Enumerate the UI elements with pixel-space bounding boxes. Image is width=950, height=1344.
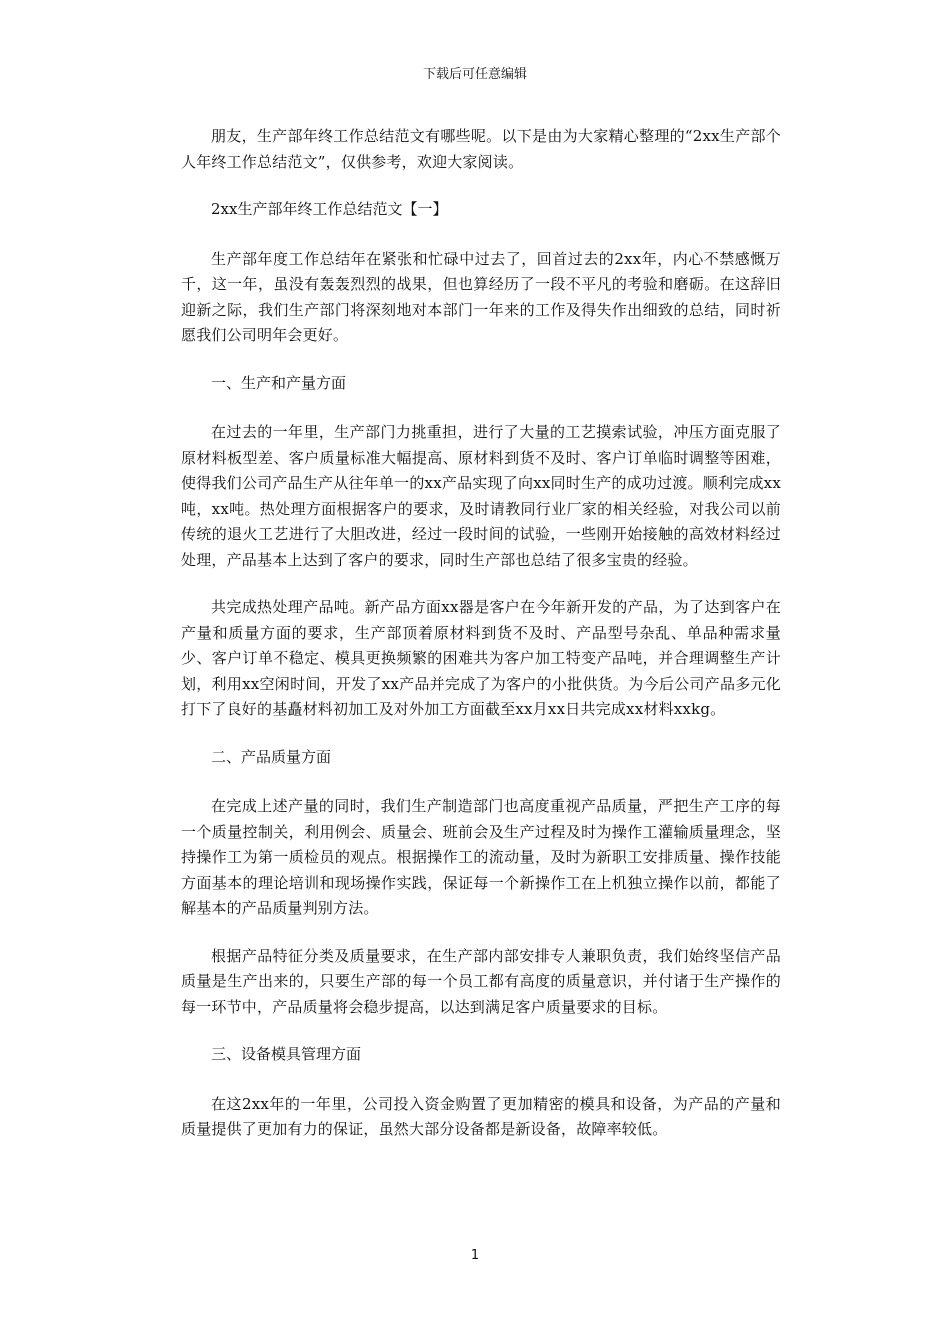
intro-paragraph: 朋友，生产部年终工作总结范文有哪些呢。以下是由为大家精心整理的“2xx生产部个人年终工作总结范文”，仅供参考，欢迎大家阅读。 <box>181 127 781 171</box>
page-number: 1 <box>470 1248 480 1263</box>
production-paragraph-2: 共完成热处理产品吨。新产品方面xx器是客户在今年新开发的产品，为了达到客户在产量和质量方面的要求，生产部顶着原材料到货不及时、产品型号杂乱、单品种需求量少、客户订单不稳定、模具更换频繁的困难共为客户加工特变产品吨，并合理调整生产计划，利用xx空闲时间，开发了xx产品并完成了为客户的小批供货。为今后公司产品多元化打下了良好的基矗材料初加工及对外加工方面截至xx月xx日共完成xx材料xxkg。 <box>181 598 781 718</box>
document-body <box>181 124 781 1165</box>
article-title: 2xx生产部年终工作总结范文【一】 <box>211 200 448 218</box>
section-heading-quality: 二、产品质量方面 <box>211 747 332 766</box>
section-heading-production: 一、生产和产量方面 <box>211 373 347 392</box>
equipment-paragraph: 在这2xx年的一年里，公司投入资金购置了更加精密的模具和设备，为产品的产量和质量提供了更加有力的保证，虽然大部分设备都是新设备，故障率较低。 <box>181 1094 781 1138</box>
section-heading-equipment: 三、设备模具管理方面 <box>211 1045 362 1063</box>
opening-paragraph: 生产部年度工作总结年在紧张和忙碌中过去了，回首过去的2xx年，内心不禁感慨万千，这一年，虽没有轰轰烈烈的战果，但也算经历了一段不平凡的考验和磨砺。在这辞旧迎新之际，我们生产部门将深刻地对本部门一年来的工作及得失作出细致的总结，同时祈愿我们公司明年会更好。 <box>181 249 781 344</box>
quality-paragraph-1: 在完成上述产量的同时，我们生产制造部门也高度重视产品质量，严把生产工序的每一个质量控制关，利用例会、质量会、班前会及生产过程及时为操作工灌输质量理念，坚持操作工为第一质检员的观点。根据操作工的流动量，及时为新职工安排质量、操作技能方面基本的理论培训和现场操作实践，保证每一个新操作工在上机独立操作以前，都能了解基本的产品质量判别方法。 <box>181 797 781 917</box>
page-header: 下载后可任意编辑 <box>422 67 527 82</box>
production-paragraph-1: 在过去的一年里，生产部门力挑重担，进行了大量的工艺摸索试验，冲压方面克服了原材料板型差、客户质量标准大幅提高、原材料到货不及时、客户订单临时调整等困难，使得我们公司产品生产从往年单一的xx产品实现了向xx同时生产的成功过渡。顺利完成xx吨，xx吨。热处理方面根据客户的要求，及时请教同行业厂家的相关经验，对我公司以前传统的退火工艺进行了大胆改进，经过一段时间的试验，一些刚开始接触的高效材料经过处理，产品基本上达到了客户的要求，同时生产部也总结了很多宝贵的经验。 <box>181 423 781 569</box>
quality-paragraph-2: 根据产品特征分类及质量要求，在生产部内部安排专人兼职负责，我们始终坚信产品质量是生产出来的，只要生产部的每一个员工都有高度的质量意识，并付诸于生产操作的每一环节中，产品质量将会稳步提高，以达到满足客户质量要求的目标。 <box>181 946 781 1016</box>
